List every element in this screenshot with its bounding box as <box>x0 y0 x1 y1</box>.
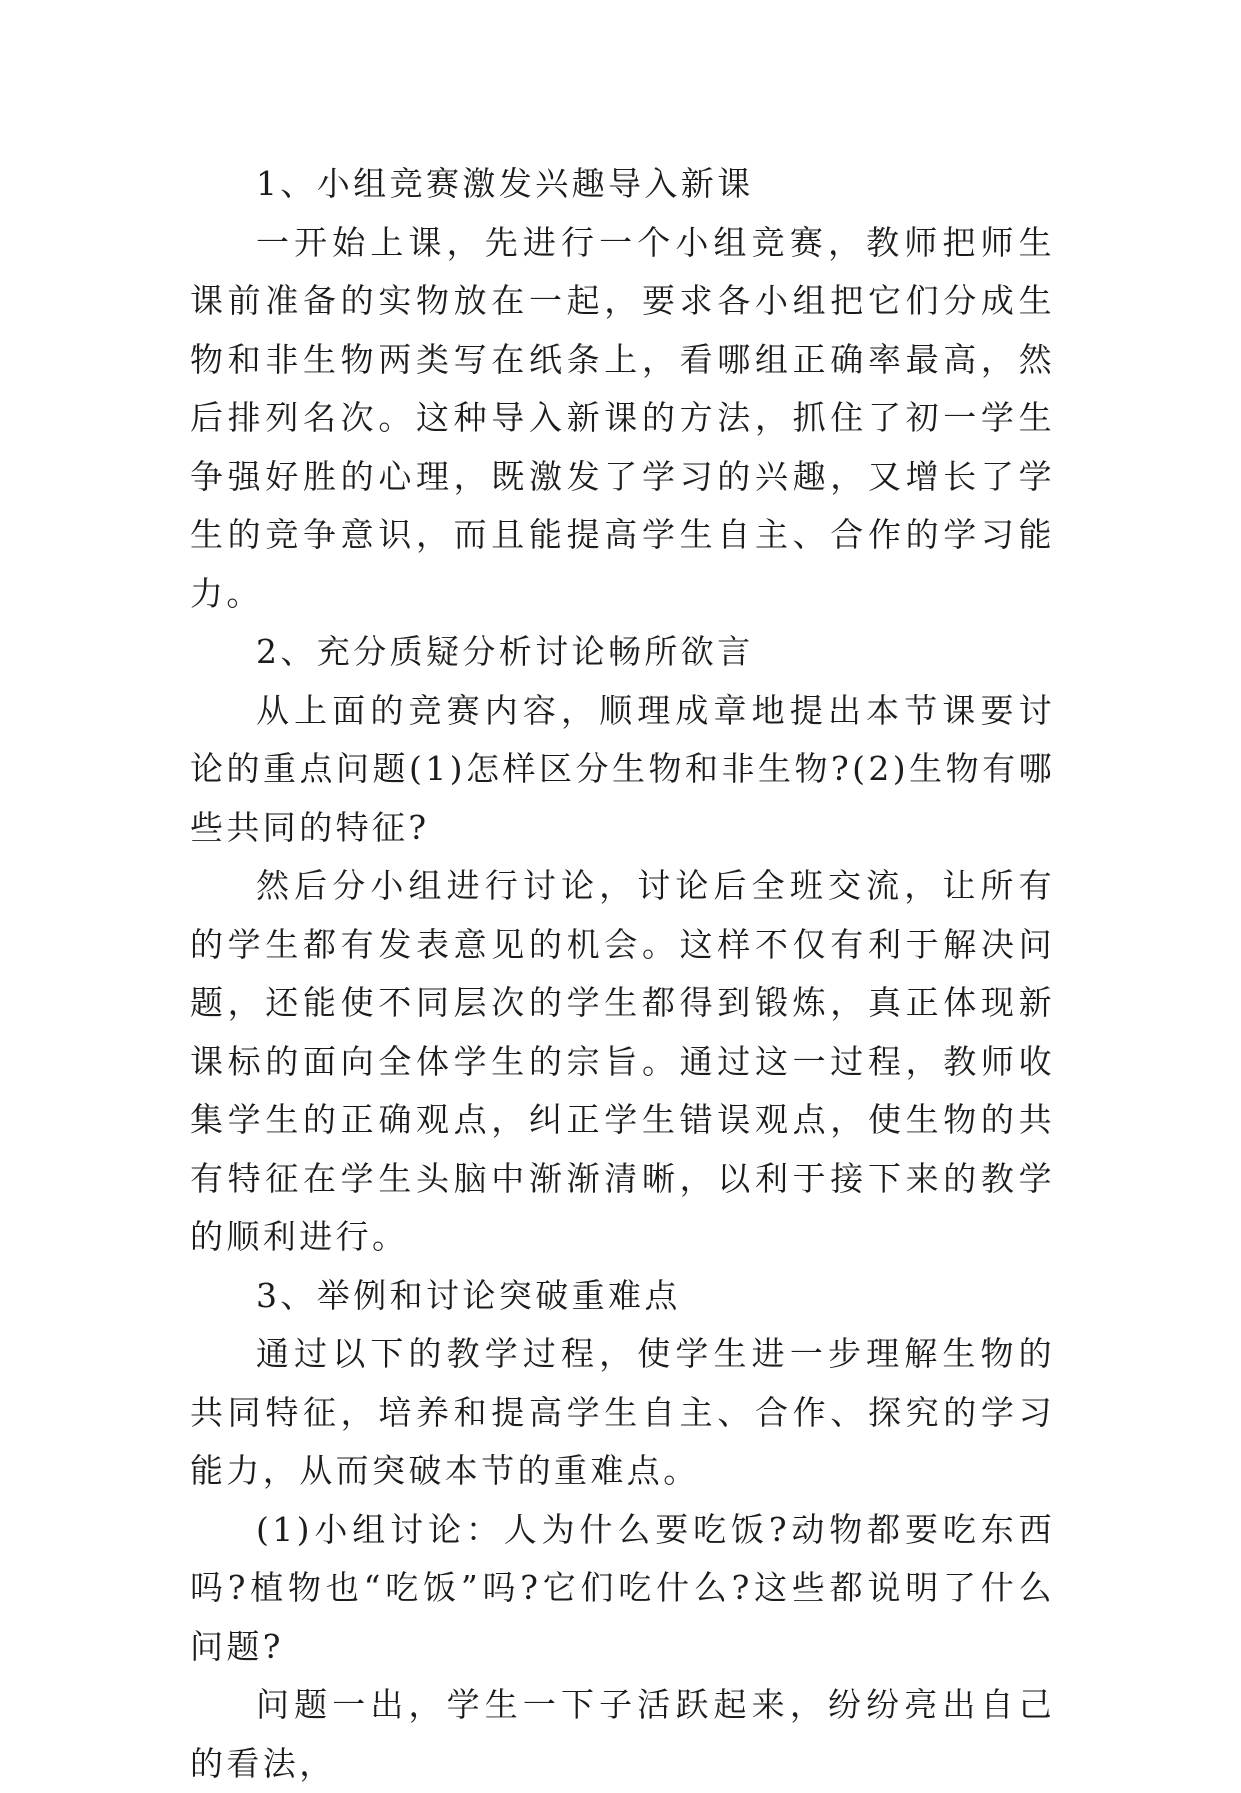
paragraph-competition: 一开始上课，先进行一个小组竞赛，教师把师生课前准备的实物放在一起，要求各小组把它们分成生物和非生物两类写在纸条上，看哪组正确率最高，然后排列名次。这种导入新课的方法，抓住了初一学生争强好胜的心理，既激发了学习的兴趣，又增长了学生的竞争意识，而且能提高学生自主、合作的学习能力。 <box>190 222 1055 613</box>
paragraph-group-discussion: (1)小组讨论：人为什么要吃饭?动物都要吃东西吗?植物也“吃饭”吗?它们吃什么?这些都说明了什么问题? <box>190 1509 1055 1666</box>
paragraph-student-response: 问题一出，学生一下子活跃起来，纷纷亮出自己的看法， <box>190 1685 1055 1783</box>
paragraph-questions: 从上面的竞赛内容，顺理成章地提出本节课要讨论的重点问题(1)怎样区分生物和非生物?(2)生物有哪些共同的特征? <box>190 690 1055 847</box>
section-heading-2: 2、充分质疑分析讨论畅所欲言 <box>256 632 754 671</box>
paragraph-discussion: 然后分小组进行讨论，讨论后全班交流，让所有的学生都有发表意见的机会。这样不仅有利于解决问题，还能使不同层次的学生都得到锻炼，真正体现新课标的面向全体学生的宗旨。通过这一过程，教师收集学生的正确观点，纠正学生错误观点，使生物的共有特征在学生头脑中渐渐清晰，以利于接下来的教学的顺利进行。 <box>190 866 1055 1256</box>
document-page <box>190 155 1055 1793</box>
section-heading-3: 3、举例和讨论突破重难点 <box>256 1275 681 1315</box>
section-heading-1: 1、小组竞赛激发兴趣导入新课 <box>256 164 754 203</box>
paragraph-teaching-process: 通过以下的教学过程，使学生进一步理解生物的共同特征，培养和提高学生自主、合作、探究的学习能力，从而突破本节的重难点。 <box>190 1334 1055 1490</box>
